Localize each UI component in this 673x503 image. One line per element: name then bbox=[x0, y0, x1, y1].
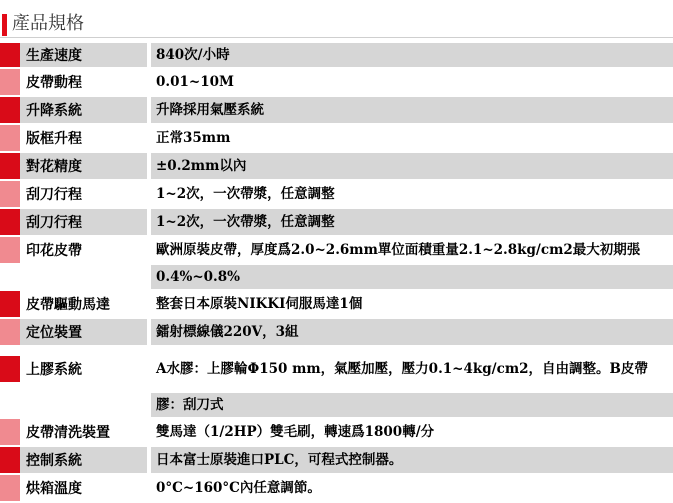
spec-value: ±0.2mm以內 bbox=[151, 153, 673, 179]
row-marker bbox=[0, 181, 20, 207]
spec-label: 烘箱溫度 bbox=[20, 475, 147, 501]
row-marker bbox=[0, 209, 20, 235]
row-marker bbox=[0, 356, 20, 382]
spec-value-continuation: 0.4%~0.8% bbox=[151, 265, 673, 289]
row-marker bbox=[0, 475, 20, 501]
spec-value: 歐洲原裝皮帶，厚度爲2.0~2.6mm單位面積重量2.1~2.8kg/cm2最大初期張 bbox=[151, 237, 673, 263]
spec-value: 0°C~160°C內任意調節。 bbox=[151, 475, 673, 501]
spec-label: 版框升程 bbox=[20, 125, 147, 151]
table-row bbox=[0, 347, 673, 391]
table-row bbox=[0, 125, 673, 151]
spec-value: A水膠：上膠輪Φ150 mm，氣壓加壓，壓力0.1~4kg/cm2，自由調整。B皮帶 bbox=[151, 347, 673, 391]
row-marker bbox=[0, 43, 20, 67]
row-marker bbox=[0, 153, 20, 179]
row-marker bbox=[0, 291, 20, 317]
row-marker bbox=[0, 237, 20, 263]
spec-label: 皮帶驅動馬達 bbox=[20, 291, 147, 317]
table-row bbox=[0, 475, 673, 501]
table-row bbox=[0, 153, 673, 179]
row-marker bbox=[0, 69, 20, 95]
title-accent-bar bbox=[2, 14, 7, 36]
spec-table bbox=[0, 41, 673, 503]
table-row bbox=[0, 447, 673, 473]
spec-value: 整套日本原裝NIKKI伺服馬達1個 bbox=[151, 291, 673, 317]
row-marker bbox=[0, 125, 20, 151]
spec-value: 1~2次，一次帶漿，任意調整 bbox=[151, 181, 673, 207]
spec-value: 日本富士原裝進口PLC，可程式控制器。 bbox=[151, 447, 673, 473]
spec-label: 皮帶清洗裝置 bbox=[20, 419, 147, 445]
row-marker bbox=[0, 319, 20, 345]
table-row-continuation bbox=[0, 265, 673, 289]
table-row bbox=[0, 319, 673, 345]
title-divider bbox=[0, 37, 673, 38]
table-row bbox=[0, 43, 673, 67]
table-row bbox=[0, 291, 673, 317]
spec-label: 印花皮帶 bbox=[20, 237, 147, 263]
section-header bbox=[0, 0, 673, 40]
table-row bbox=[0, 69, 673, 95]
spec-value-continuation: 膠：刮刀式 bbox=[151, 393, 673, 417]
spec-value: 鐳射標線儀220V，3組 bbox=[151, 319, 673, 345]
table-row-continuation bbox=[0, 393, 673, 417]
spec-label: 對花精度 bbox=[20, 153, 147, 179]
spec-label: 刮刀行程 bbox=[20, 181, 147, 207]
spec-label: 皮帶動程 bbox=[20, 69, 147, 95]
page-title: 產品規格 bbox=[12, 13, 84, 34]
table-row bbox=[0, 237, 673, 263]
spec-value: 840次/小時 bbox=[151, 43, 673, 67]
row-marker bbox=[0, 447, 20, 473]
spec-label: 控制系統 bbox=[20, 447, 147, 473]
table-row bbox=[0, 209, 673, 235]
row-marker bbox=[0, 419, 20, 445]
table-row bbox=[0, 97, 673, 123]
spec-label: 定位裝置 bbox=[20, 319, 147, 345]
spec-label: 生產速度 bbox=[20, 43, 147, 67]
spec-value: 雙馬達（1/2HP）雙毛刷，轉速爲1800轉/分 bbox=[151, 419, 673, 445]
spec-value: 1~2次，一次帶漿，任意調整 bbox=[151, 209, 673, 235]
table-row bbox=[0, 181, 673, 207]
spec-label: 升降系統 bbox=[20, 97, 147, 123]
row-marker bbox=[0, 97, 20, 123]
spec-label: 刮刀行程 bbox=[20, 209, 147, 235]
spec-value: 正常35mm bbox=[151, 125, 673, 151]
spec-value: 升降採用氣壓系統 bbox=[151, 97, 673, 123]
table-row bbox=[0, 419, 673, 445]
spec-value: 0.01~10M bbox=[151, 69, 673, 95]
spec-label: 上膠系統 bbox=[20, 347, 147, 391]
